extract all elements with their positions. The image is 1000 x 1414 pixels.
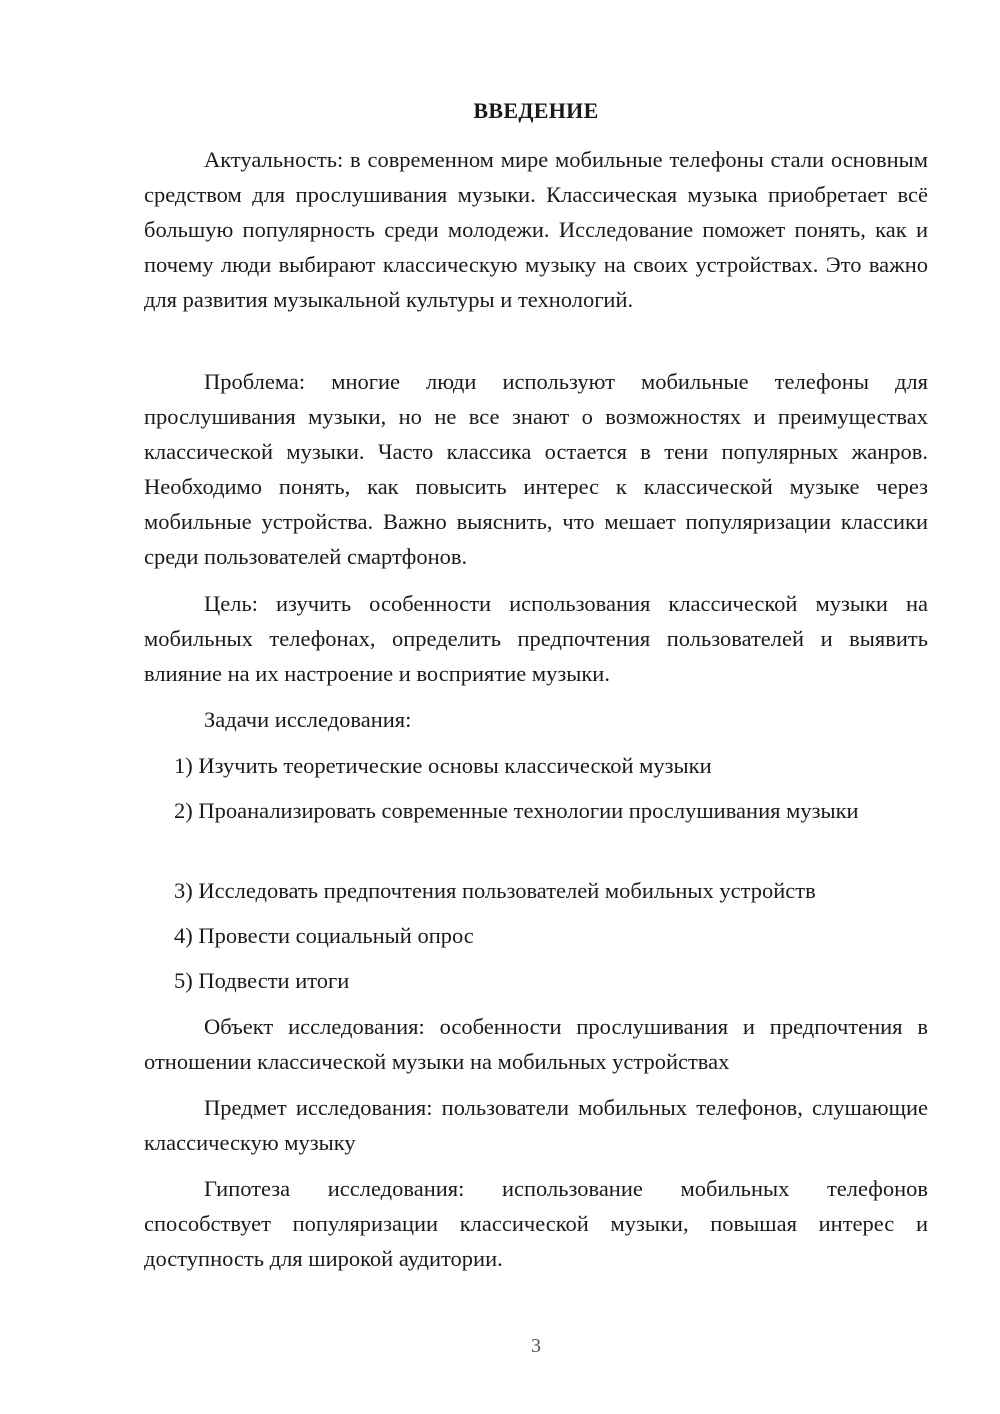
paragraph-goal: Цель: изучить особенности использования классической музыки на мобильных телефонах, определить предпочтения пользователей и выявить влияние на их настроение и восприятие музыки. — [144, 591, 928, 686]
paragraph-subject: Предмет исследования: пользователи мобильных телефонов, слушающие классическую музыку — [144, 1095, 928, 1155]
page-number: 3 — [531, 1335, 541, 1357]
paragraph-tasks-title: Задачи исследования: — [204, 707, 412, 732]
paragraph-hypothesis: Гипотеза исследования: использование мобильных телефонов способствует популяризации классической музыки, повышая интерес и доступность для широкой аудитории. — [144, 1176, 928, 1271]
section-heading: ВВЕДЕНИЕ — [473, 98, 599, 123]
paragraph-problem: Проблема: многие люди используют мобильные телефоны для прослушивания музыки, но не все знают о возможностях и преимуществах классической музыки. Часто классика остается в тени популярных жанров. Необходимо понять, как повысить интерес к классической музыке через мобильные устройства. Важно выяснить, что мешает популяризации классики среди пользователей смартфонов. — [144, 369, 928, 569]
paragraph-relevance: Актуальность: в современном мире мобильные телефоны стали основным средством для прослушивания музыки. Классическая музыка приобретает всё большую популярность среди молодежи. Исследование поможет понять, как и почему люди выбирают классическую музыку на своих устройствах. Это важно для развития музыкальной культуры и технологий. — [144, 147, 928, 312]
paragraph-object: Объект исследования: особенности прослушивания и предпочтения в отношении классической музыки на мобильных устройствах — [144, 1014, 928, 1074]
task-item-4: 4) Провести социальный опрос — [174, 923, 474, 948]
task-item-5: 5) Подвести итоги — [174, 968, 350, 993]
task-item-1: 1) Изучить теоретические основы классической музыки — [174, 753, 712, 778]
task-item-2: 2) Проанализировать современные технологии прослушивания музыки — [174, 798, 859, 823]
task-item-3: 3) Исследовать предпочтения пользователей мобильных устройств — [174, 878, 816, 903]
